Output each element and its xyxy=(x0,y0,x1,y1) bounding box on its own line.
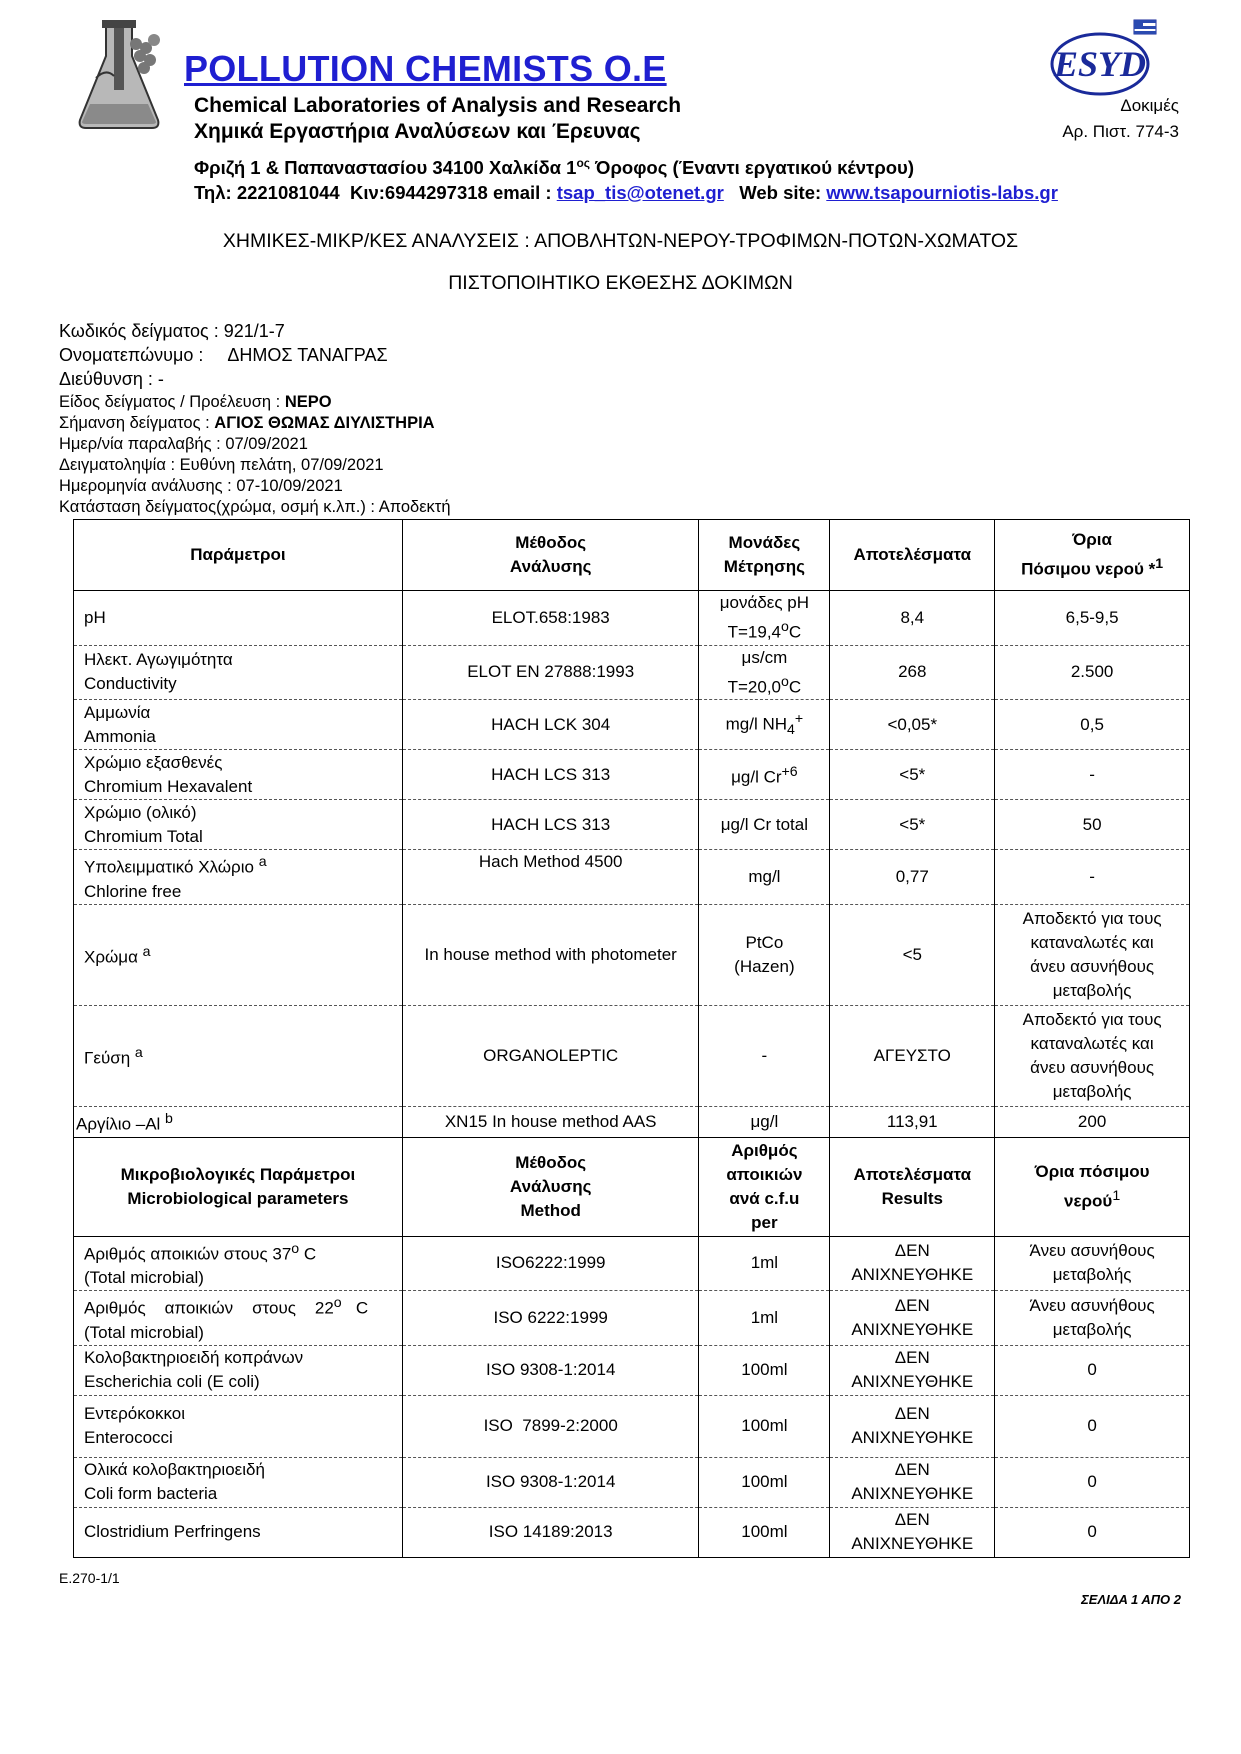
sample-code: Κωδικός δείγματος : 921/1-7 xyxy=(59,321,285,341)
table-row: Εντερόκοκκοι Enterococci ISO 7899-2:2000 100ml ΔΕΝ ΑΝΙΧΝΕΥΘΗΚΕ 0 xyxy=(74,1395,1190,1457)
micro-header-count: Αριθμός αποικιών ανά c.f.u per xyxy=(699,1137,830,1236)
table-row: Χρώμιο (ολικό) Chromium Total HACH LCS 313 μg/l Cr total <5* 50 xyxy=(74,800,1190,850)
company-contact: Τηλ: 2221081044 Κιν:6944297318 email : tsap_tis@otenet.gr Web site: www.tsapourniotis-labs.gr xyxy=(194,182,1058,203)
sample-sampling: Δειγματοληψία : Ευθύνη πελάτη, 07/09/2021 xyxy=(59,456,384,474)
table-row: Αμμωνία Ammonia HACH LCK 304 mg/l $NH_4^+$ <0,05* 0,5 xyxy=(74,700,1190,750)
results-table xyxy=(73,519,1190,1558)
header-units: Μονάδες Μέτρησης xyxy=(699,520,830,591)
lab-logo-flask-icon xyxy=(76,18,166,130)
esyd-logo-text: ESYD xyxy=(1053,44,1147,84)
table-row: Υπολειμματικό Χλώριο $^a$ Chlorine free Hach Method 4500 mg/l 0,77 - xyxy=(74,850,1190,905)
sample-address: Διεύθυνση : - xyxy=(59,369,164,389)
table-row: Κολοβακτηριοειδή κοπράνων Escherichia coli (E coli) ISO 9308-1:2014 100ml ΔΕΝ ΑΝΙΧΝΕΥΘΗΚΕ 0 xyxy=(74,1345,1190,1395)
subtitle-english: Chemical Laboratories of Analysis and Research xyxy=(194,94,682,117)
table-row: Αριθμός αποικιών στους 37$^o$ C (Total microbial) ISO6222:1999 1ml ΔΕΝ ΑΝΙΧΝΕΥΘΗΚΕ Άνευ ασυνήθους μεταβολής xyxy=(74,1236,1190,1291)
micro-header-results: Αποτελέσματα Results xyxy=(830,1137,995,1236)
sample-name: Ονοματεπώνυμο : ΔΗΜΟΣ ΤΑΝΑΓΡΑΣ xyxy=(59,345,388,365)
subtitle-greek: Χημικά Εργαστήρια Αναλύσεων και Έρευνας xyxy=(194,120,641,143)
table-row: pH ELOT.658:1983 μονάδες pH $T=19,4^oC$ 8,4 6,5-9,5 xyxy=(74,591,1190,646)
sample-analysis-date: Ημερομηνία ανάλυσης : 07-10/09/2021 xyxy=(59,477,343,495)
header-limits: Όρια Πόσιμου νερού *$^1$ xyxy=(995,520,1190,591)
micro-header-method: Μέθοδος Ανάλυσης Method xyxy=(402,1137,699,1236)
sample-type: Είδος δείγματος / Προέλευση : ΝΕΡΟ xyxy=(59,393,332,411)
table-row: Ολικά κολοβακτηριοειδή Coli form bacteria ISO 9308-1:2014 100ml ΔΕΝ ΑΝΙΧΝΕΥΘΗΚΕ 0 xyxy=(74,1457,1190,1507)
micro-header-parameters: Μικροβιολογικές Παράμετροι Microbiological parameters xyxy=(74,1137,403,1236)
company-address: Φριζή 1 & Παπαναστασίου 34100 Χαλκίδα $1^{o\varsigma}$ Όροφος (Έναντι εργατικού κέντρου) xyxy=(194,156,914,179)
accreditation-label: Δοκιμές xyxy=(1120,96,1179,115)
table-row: Αριθμός αποικιών στους 22$^o$ C (Total microbial) ISO 6222:1999 1ml ΔΕΝ ΑΝΙΧΝΕΥΘΗΚΕ Άνευ ασυνήθους μεταβολής xyxy=(74,1291,1190,1346)
esyd-accreditation-logo xyxy=(1050,18,1160,98)
website-link[interactable]: www.tsapourniotis-labs.gr xyxy=(826,182,1058,203)
company-name: POLLUTION CHEMISTS O.E xyxy=(184,48,667,89)
services-title: ΧΗΜΙΚΕΣ-ΜΙΚΡ/ΚΕΣ ΑΝΑΛΥΣΕΙΣ : ΑΠΟΒΛΗΤΩΝ-ΝΕΡΟΥ-ΤΡΟΦΙΜΩΝ-ΠΟΤΩΝ-ΧΩΜΑΤΟΣ xyxy=(222,230,1019,252)
header-parameters: Παράμετροι xyxy=(74,520,403,591)
sample-received-date: Ημερ/νία παραλαβής : 07/09/2021 xyxy=(59,435,308,453)
table-row: Χρώμα $^a$ In house method with photometer PtCo (Hazen) <5 Αποδεκτό για τους καταναλωτές και άνευ ασυνήθους μεταβολής xyxy=(74,904,1190,1005)
chem-header-row xyxy=(74,520,1190,591)
table-row: Χρώμιο εξασθενές Chromium Hexavalent HACH LCS 313 μg/l $Cr^{+6}$ <5* - xyxy=(74,750,1190,800)
micro-header-limits: Όρια πόσιμου νερού$^1$ xyxy=(995,1137,1190,1236)
sample-mark: Σήμανση δείγματος : ΑΓΙΟΣ ΘΩΜΑΣ ΔΙΥΛΙΣΤΗΡΙΑ xyxy=(59,414,435,432)
email-link[interactable]: tsap_tis@otenet.gr xyxy=(556,182,724,203)
form-code: E.270-1/1 xyxy=(59,1570,120,1586)
table-row: Γεύση $^a$ ORGANOLEPTIC - ΑΓΕΥΣΤΟ Αποδεκτό για τους καταναλωτές και άνευ ασυνήθους μεταβολής xyxy=(74,1005,1190,1106)
header-method: Μέθοδος Ανάλυσης xyxy=(402,520,699,591)
micro-header-row xyxy=(74,1137,1190,1236)
sample-condition: Κατάσταση δείγματος(χρώμα, οσμή κ.λπ.) : Αποδεκτή xyxy=(59,498,451,516)
header-results: Αποτελέσματα xyxy=(830,520,995,591)
table-row: Αργίλιο –Al $^b$ XN15 In house method AAS μg/l 113,91 200 xyxy=(74,1106,1190,1137)
certificate-title: ΠΙΣΤΟΠΟΙΗΤΙΚΟ ΕΚΘΕΣΗΣ ΔΟΚΙΜΩΝ xyxy=(448,272,793,294)
page-number: ΣΕΛΙΔΑ 1 ΑΠΟ 2 xyxy=(1081,1592,1181,1607)
table-row: Ηλεκτ. Αγωγιμότητα Conductivity ELOT EN 27888:1993 μs/cm $T=20,0^oC$ 268 2.500 xyxy=(74,645,1190,700)
table-row: Clostridium Perfringens ISO 14189:2013 100ml ΔΕΝ ΑΝΙΧΝΕΥΘΗΚΕ 0 xyxy=(74,1507,1190,1557)
accreditation-number: Αρ. Πιστ. 774-3 xyxy=(1062,122,1179,141)
